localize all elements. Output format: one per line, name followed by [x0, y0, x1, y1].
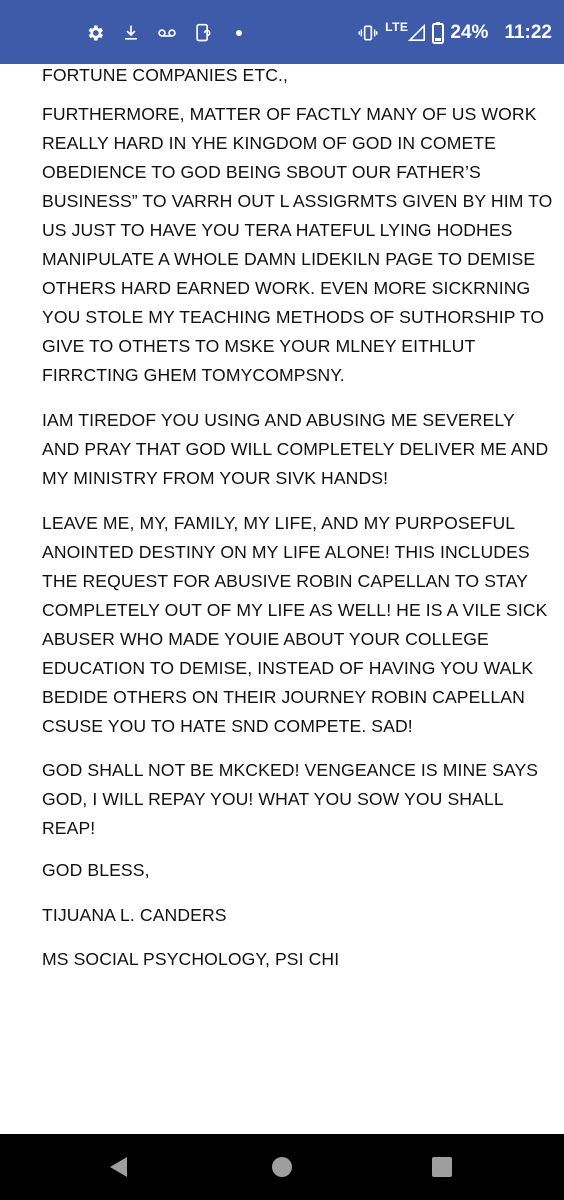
status-bar [0, 0, 564, 64]
system-indicators [357, 18, 552, 48]
text-line: IAM TIREDOF YOU USING AND ABUSING ME SEVERELY [42, 410, 515, 430]
text-line: GOD SHALL NOT BE MKCKED! VENGEANCE IS MINE SAYS [42, 760, 539, 780]
paragraph [42, 756, 539, 843]
text-line: GOD BLESS, [42, 860, 150, 880]
back-icon [107, 1155, 129, 1179]
text-line: COMPLETELY OUT OF MY LIFE AS WELL! HE IS A VILE SICK [42, 600, 548, 620]
text-line: OTHERS HARD EARNED WORK. EVEN MORE SICKRNING [42, 278, 531, 298]
text-line: CSUSE YOU TO HATE SND COMPETE. SAD! [42, 716, 413, 736]
home-button[interactable] [267, 1152, 297, 1182]
notification-icons [84, 20, 250, 46]
text-line: US JUST TO HAVE YOU TERA HATEFUL LYING HODHES [42, 220, 513, 240]
voicemail-icon [156, 22, 178, 44]
clock: 11:22 [504, 22, 552, 43]
text-line: OBEDIENCE TO GOD BEING SBOUT OUR FATHER’S [42, 162, 481, 182]
text-line: TIJUANA L. CANDERS [42, 905, 227, 925]
back-button[interactable] [103, 1152, 133, 1182]
document-view[interactable] [0, 64, 564, 1134]
screen-rotate-icon [192, 22, 214, 44]
paragraph [42, 856, 532, 885]
recents-button[interactable] [427, 1152, 457, 1182]
dot-icon [228, 22, 250, 44]
paragraph [42, 64, 532, 90]
battery-icon [432, 22, 444, 44]
paragraph [42, 509, 548, 741]
battery-percentage: 24% [450, 22, 489, 43]
text-line: BUSINESS” TO VARRH OUT L ASSIGRMTS GIVEN BY HIM TO [42, 191, 553, 211]
text-line: FURTHERMORE, MATTER OF FACTLY MANY OF US WORK [42, 104, 537, 124]
text-line: BEDIDE OTHERS ON THEIR JOURNEY ROBIN CAPELLAN [42, 687, 525, 707]
text-line: REALLY HARD IN YHE KINGDOM OF GOD IN COMETE [42, 133, 496, 153]
text-line: EDUCATION TO DEMISE, INSTEAD OF HAVING YOU WALK [42, 658, 534, 678]
text-line: FIRRCTING GHEM TOMYCOMPSNY. [42, 365, 345, 385]
text-line: ABUSER WHO MADE YOUIE ABOUT YOUR COLLEGE [42, 629, 489, 649]
text-line: MS SOCIAL PSYCHOLOGY, PSI CHI [42, 949, 340, 969]
paragraph [42, 406, 549, 493]
text-line: THE REQUEST FOR ABUSIVE ROBIN CAPELLAN TO STAY [42, 571, 528, 591]
text-line: YOU STOLE MY TEACHING METHODS OF SUTHORSHIP TO [42, 307, 545, 327]
download-icon [120, 22, 142, 44]
text-line: MY MINISTRY FROM YOUR SIVK HANDS! [42, 468, 389, 488]
home-icon [270, 1155, 294, 1179]
paragraph [42, 100, 553, 390]
recents-icon [431, 1156, 453, 1178]
vibrate-icon [357, 23, 379, 43]
text-line: MANIPULATE A WHOLE DAMN LIDEKILN PAGE TO DEMISE [42, 249, 536, 269]
text-line: AND PRAY THAT GOD WILL COMPLETELY DELIVER ME AND [42, 439, 549, 459]
lte-signal-icon [385, 20, 426, 43]
text-line: REAP! [42, 818, 96, 838]
text-line: GIVE TO OTHETS TO MSKE YOUR MLNEY EITHLUT [42, 336, 476, 356]
paragraph [42, 901, 532, 930]
text-line: ANOINTED DESTINY ON MY LIFE ALONE! THIS INCLUDES [42, 542, 530, 562]
navigation-bar [0, 1134, 564, 1200]
paragraph [42, 945, 532, 974]
settings-icon [84, 22, 106, 44]
network-type-label: LTE [385, 20, 409, 34]
text-line: LEAVE ME, MY, FAMILY, MY LIFE, AND MY PURPOSEFUL [42, 513, 516, 533]
text-line: GOD, I WILL REPAY YOU! WHAT YOU SOW YOU SHALL [42, 789, 504, 809]
text-line: FORTUNE COMPANIES ETC., [42, 65, 289, 85]
